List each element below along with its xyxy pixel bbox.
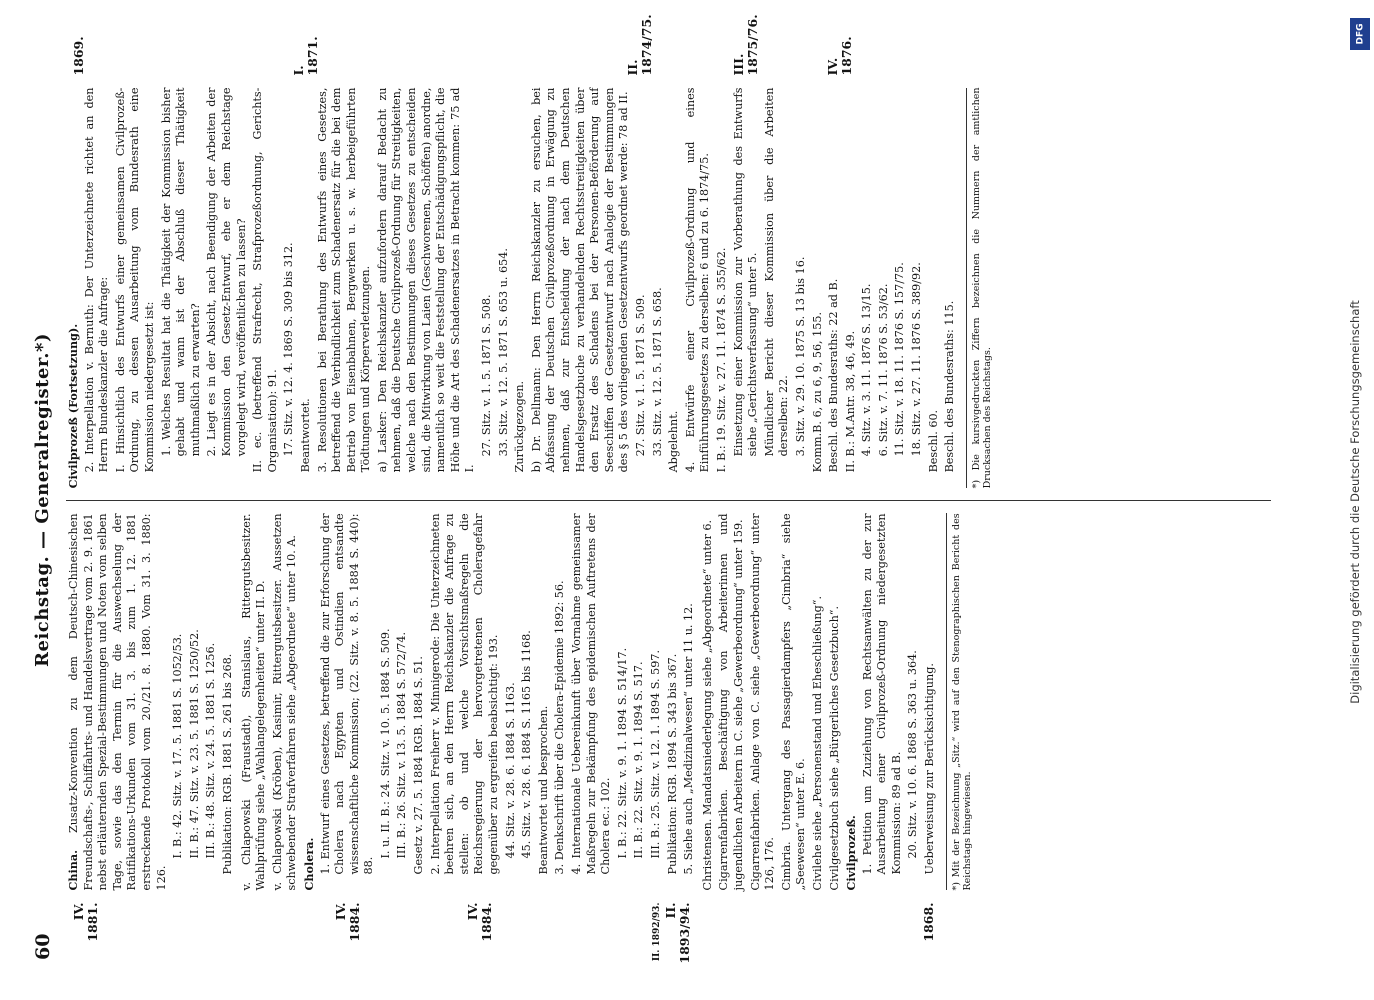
entry-line: 2. Interpellation Freiherr v. Minnigerode: Die Unterzeichneten beehren sich, an den Herrn Reichskanzler die Anfrage zu stellen: ob und welche Vorsichtsmaßregeln die Reichsregierung der hervorgetretenen Choleragefahr gegenüber zu ergreifen beabsichtigt: 193. [428, 513, 501, 875]
entry-line: Publikation: RGB. 1894 S. 343 bis 367. [665, 653, 679, 875]
entry-line: I. u. II. B.: 24. Sitz. v. 10. 5. 1884 S. 509. [378, 628, 392, 859]
entry-cigarrenfabriken-1: Cigarrenfabriken. Beschäftigung von Arbeiterinnen und jugendlichen Arbeitern in C. siehe „Gewerbeordnung“ unter 159. [717, 513, 745, 891]
entry-cimbria: Cimbria. Untergang des Passagierdampfers „Cimbria“ siehe „Seewesen“ unter E. 6. [779, 513, 808, 891]
year-label: 1869. [71, 36, 86, 76]
year-label: II. [663, 902, 678, 919]
year-label: II. 1892/93. [652, 902, 662, 962]
entry-line: Beschl. 60. [926, 409, 940, 473]
year-label: II. [625, 59, 640, 76]
entry-line: Ueberweisung zur Berücksichtigung. [923, 663, 937, 875]
entry-line: a) Lasker: Den Reichskanzler aufzufordern darauf Bedacht zu nehmen, daß die Deutsche Civilprozeß-Ordnung für Streitigkeiten, welche nach den Bestimmungen dieses Gesetzes zu entscheiden sind, die Mitwirkung von Laien (Geschworenen, Schöffen) anordne, namentlich so weit die Feststellung der Entschädigungspflicht, die Höhe und die Art des Schadenersatzes in Betracht kommen: 75 ad I. [375, 87, 477, 473]
content-area [66, 14, 1271, 964]
year-label: 1881. [85, 902, 100, 942]
entry-line: 18. Sitz. v. 27. 11. 1876 S. 389/92. [910, 262, 924, 457]
page-number: 60 [32, 933, 54, 960]
right-column [66, 82, 1271, 495]
entry-line: Gesetz v. 27. 5. 1884 RGB. 1884 S. 51. [412, 656, 426, 875]
year-label: III. [731, 53, 746, 76]
entry-heading: Civilprozeß (Fortsetzung). [66, 323, 80, 489]
entry-cigarrenfabriken-2: Cigarrenfabriken. Anlage von C. siehe „Gewerbeordnung“ unter 126, 176. [748, 513, 777, 891]
year-label: 1875/76. [745, 14, 760, 76]
entry-line: I. B.: 22. Sitz. v. 9. 1. 1894 S. 514/17. [615, 647, 629, 859]
entry-line: 6. Sitz. v. 7. 11. 1876 S. 53/62. [876, 283, 890, 457]
entry-line: 4. Internationale Uebereinkunft über Vornahme gemeinsamer Maßregeln zur Bekämpfung des epidemischen Auftretens der Cholera ec.: 102. [570, 513, 613, 875]
entry-line: Mündlicher Bericht dieser Kommission über die Arbeiten derselben: 22. [762, 87, 791, 457]
left-column [66, 507, 1271, 896]
entry-chlapowski-fraustadt: v. Chlapowski (Fraustadt), Stanislaus, Rittergutsbesitzer. Wahlprüfung siehe „Wahlangelegenheiten“ unter II. D. [239, 513, 268, 891]
entry-line: 4. Entwürfe einer Civilprozeß-Ordnung und eines Einführungsgesetzes zu derselben: 6 und zu 6. 1874/75. [683, 87, 712, 473]
entry-line: 33. Sitz. v. 12. 5. 1871 S. 658. [650, 287, 664, 457]
year-label: IV. [71, 902, 86, 921]
entry-line: 2. Interpellation v. Bernuth: Der Unterzeichnete richtet an den Herrn Bundeskanzler die Anfrage: [82, 87, 111, 473]
entry-civilgesetzbuch: Civilgesetzbuch siehe „Bürgerliches Gesetzbuch“. [827, 605, 841, 891]
entry-heading: Civilprozeß. [844, 815, 859, 891]
entry-line: 5. Siehe auch „Medizinalwesen“ unter 11 u. 12. [682, 603, 696, 875]
entry-line: 4. Sitz. v. 3. 11. 1876 S. 13/15. [860, 283, 874, 457]
entry-line: 17. Sitz. v. 12. 4. 1869 S. 309 bis 312. [282, 242, 296, 457]
entry-civilprozess [844, 513, 938, 890]
entry-heading: Cholera. [301, 837, 316, 891]
page-title: Reichstag. — Generalregister.*) [32, 333, 53, 667]
page-header [28, 0, 62, 1000]
entry-line: II. ec. (betreffend Strafrecht, Strafprozeßordnung, Gerichts-Organisation): 91. [251, 87, 279, 473]
year-label: I. [291, 65, 306, 76]
entry-line: Abgelehnt. [667, 410, 681, 473]
column-divider [66, 500, 1271, 501]
entry-line: 27. Sitz. v. 1. 5. 1871 S. 509. [633, 294, 647, 457]
entry-line: 3. Denkschrift über die Cholera-Epidemie 1892: 56. [553, 580, 567, 875]
entry-line: I. B.: 19. Sitz. v. 27. 11. 1874 S. 355/62. [714, 247, 728, 473]
entry-line: 20. Sitz. v. 10. 6. 1868 S. 363 u. 364. [906, 650, 920, 859]
entry-line: 2. Liegt es in der Absicht, nach Beendigung der Arbeiten der Kommission den Gesetz-Entwurf, ehe er dem Reichstage vorgelegt wird, veröffentlichen zu lassen? [205, 87, 248, 457]
digitization-notice: Digitalisierung gefördert durch die Deutsche Forschungsgemeinschaft [1348, 300, 1362, 704]
entry-line: II. B.: M.Antr. 38, 46, 49. [843, 330, 857, 473]
year-label: IV. [825, 57, 840, 76]
entry-cholera [302, 513, 697, 890]
left-year-margin [66, 896, 1271, 964]
entry-civilehe: Civilehe siehe „Personenstand und Eheschließung“. [810, 595, 824, 891]
year-label: 1868. [921, 902, 936, 942]
right-year-margin [66, 14, 1271, 82]
entry-line: Zurückgezogen. [513, 380, 527, 473]
entry-line: Komm.B. 6, zu 6, 9, 56, 155. [810, 311, 824, 473]
year-label: 1893/94. [677, 902, 692, 964]
entry-line: Einsetzung einer Kommission zur Vorberathung des Entwurfs siehe „Gerichtsverfassung“ unter 5. [731, 87, 760, 457]
year-label: 1874/75. [639, 14, 654, 76]
entry-line: I. Hinsichtlich des Entwurfs einer gemeinsamen Civilprozeß-Ordnung, zu dessen Ausarbeitung vom Bundesrath eine Kommission niedergesetzt ist: [113, 87, 156, 473]
year-label: 1884. [479, 902, 494, 942]
entry-christensen: Christensen. Mandatsniederlegung siehe „Abgeordnete“ unter 6. [700, 519, 714, 891]
footnote-right: *) Die kursivgedruckten Ziffern bezeichnen die Nummern der amtlichen Drucksachen des Reichstags. [966, 88, 994, 489]
entry-line: I. B.: 42. Sitz. v. 17. 5. 1881 S. 1052/53. [171, 633, 185, 859]
entry-heading: China. [66, 849, 80, 891]
entry-line: 1. Entwurf eines Gesetzes, betreffend die zur Erforschung der Cholera nach Egypten und Ostindien entsandte wissenschaftliche Kommission; (22. Sitz. v. 8. 5. 1884 S. 440): 88. [318, 513, 376, 875]
entry-line: 3. Resolutionen bei Berathung des Entwurfs eines Gesetzes, betreffend die Verbindlichkeit zum Schadenersatz für die bei dem Betrieb von Eisenbahnen, Bergwerken u. s. w. herbeigeführten Tödtungen und Körperverletzungen. [315, 87, 373, 473]
year-label: 1884. [347, 902, 362, 942]
entry-line: II. B.: 47. Sitz. v. 23. 5. 1881 S. 1250/52. [187, 629, 201, 859]
entry-line: II. B.: 22. Sitz. v. 9. 1. 1894 S. 517. [632, 661, 646, 859]
entry-line: 27. Sitz. v. 1. 5. 1871 S. 508. [480, 294, 494, 457]
entry-chlapowski-kroeben: v. Chlapowski (Kröben), Kasimir, Rittergutsbesitzer. Aussetzen schwebender Strafverfahren siehe „Abgeordnete“ unter 10. A. [270, 513, 299, 891]
entry-text: Zusatz-Konvention zu dem Deutsch-Chinesischen Freundschafts-, Schiffahrts- und Handelsvertrage vom 2. 9. 1861 nebst erläuternden Spezial-Bestimmungen und Noten vom selben Tage, sowie das den Termin für die Auswechselung der Ratifikations-Urkunden vom 31. 3. bis zum 1. 12. 1881 erstreckende Protokoll vom 20./21. 8. 1880. Vom 31. 3. 1880: 126. [67, 513, 168, 891]
entry-line: b) Dr. Dellmann: Den Herrn Reichskanzler zu ersuchen, bei Abfassung der Deutschen Civilprozeßordnung in Erwägung zu nehmen, daß zur Entscheidung der nach dem Deutschen Handelsgesetzbuche zu verhandelnden Rechtsstreitigkeiten über den Ersatz des Schadens bei der Personen-Beförderung auf Seeschiffen der Gesetzentwurf nach Analogie der Bestimmungen des § 5 des vorliegenden Gesetzentwurfs geordnet werde: 78 ad II. [529, 87, 631, 473]
entry-line: Beschl. des Bundesraths: 115. [943, 300, 957, 473]
entry-line: Beantwortet und besprochen. [536, 705, 550, 875]
entry-line: 33. Sitz. v. 12. 5. 1871 S. 653 u. 654. [496, 248, 510, 457]
entry-line: 1. Welches Resultat hat die Thätigkeit der Kommission bisher gehabt und wann ist der Abschluß dieser Thätigkeit muthmaßlich zu erwarten? [159, 87, 202, 457]
entry-line: III. B.: 48. Sitz. v. 24. 5. 1881 S. 1256. [204, 642, 218, 859]
year-label: IV. [333, 902, 348, 921]
entry-line: 44. Sitz. v. 28. 6. 1884 S. 1163. [503, 682, 517, 859]
year-label: IV. [465, 902, 480, 921]
year-label: 1871. [305, 36, 320, 76]
entry-line: 1. Petition um Zuziehung von Rechtsanwälten zu der zur Ausarbeitung einer Civilprozeß-Ordnung niedergesetzten Kommission: 89 ad B. [860, 513, 903, 875]
year-label: 1876. [839, 36, 854, 76]
entry-line: 45. Sitz. v. 28. 6. 1884 S. 1165 bis 1168. [520, 630, 534, 859]
entry-line: Beantwortet. [298, 398, 312, 473]
entry-china [66, 513, 236, 890]
entry-line: 3. Sitz. v. 29. 10. 1875 S. 13 bis 16. [793, 256, 807, 457]
digitization-sidebar [1348, 12, 1370, 992]
entry-line: III. B.: 25. Sitz. v. 12. 1. 1894 S. 597. [648, 649, 662, 859]
footnote-left: *) Mit der Bezeichnung „Sitz.“ wird auf den Stenographischen Bericht des Reichstags hingewiesen. [946, 513, 974, 890]
dfg-logo: DFG [1350, 18, 1370, 50]
entry-line: Publikation: RGB. 1881 S. 261 bis 268. [220, 653, 234, 875]
entry-line: Beschl. des Bundesraths: 22 ad B. [827, 278, 841, 473]
entry-line: III. B.: 26. Sitz. v. 13. 5. 1884 S. 572/74. [395, 631, 409, 859]
entry-line: 11. Sitz. v. 18. 11. 1876 S. 157/75. [893, 262, 907, 457]
